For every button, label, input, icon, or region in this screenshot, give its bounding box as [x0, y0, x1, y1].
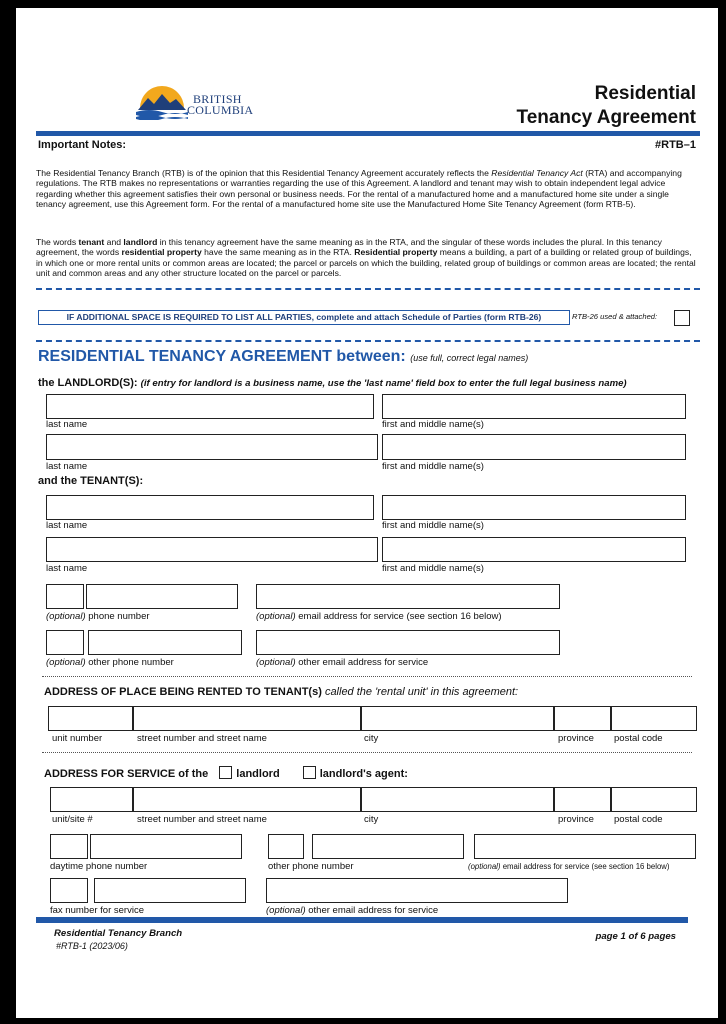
footer-branch: Residential Tenancy Branch [54, 928, 183, 939]
rental-street-input[interactable] [133, 706, 361, 731]
service-postal-code-input[interactable] [611, 787, 697, 812]
service-unit-site-label: unit/site # [52, 814, 93, 825]
service-email-label [468, 861, 670, 872]
landlord-label [38, 377, 627, 389]
service-street-input[interactable] [133, 787, 361, 812]
notes-text: in this tenancy agreement have the same meaning as in the RTA, and the singular of these words includes the plural. In this tenancy agreement, the words [36, 237, 662, 258]
landlord2-first-name-input[interactable] [382, 434, 686, 460]
service-other-phone-input[interactable] [312, 834, 464, 859]
rental-street-label: street number and street name [137, 733, 267, 744]
notes-paragraph-2 [36, 237, 700, 279]
landlord1-first-name-label: first and middle name(s) [382, 419, 484, 430]
schedule-notice: IF ADDITIONAL SPACE IS REQUIRED TO LIST ALL PARTIES, complete and attach Schedule of Parties (form RTB-26) [38, 310, 570, 325]
notes-paragraph-1 [36, 168, 700, 210]
fax-area-code-input[interactable] [50, 878, 88, 903]
tenant-label: and the TENANT(S): [38, 475, 144, 487]
notes-text: have the same meaning as in the RTA. [201, 247, 355, 258]
service-other-email-label-text: other email address for service [308, 905, 439, 916]
service-postal-code-label: postal code [614, 814, 663, 825]
landlord1-last-name-label: last name [46, 419, 88, 430]
optional-tag: (optional) [266, 905, 306, 916]
divider-dotted [42, 676, 692, 677]
rental-postal-code-label: postal code [614, 733, 663, 744]
notes-text: The Residential Tenancy Branch (RTB) is of the opinion that this Residential Tenancy Agreement accurately reflects the [36, 168, 492, 178]
page-title-line1: Residential [594, 83, 696, 104]
agreement-heading-note: (use full, correct legal names) [410, 353, 529, 363]
notes-text: and [104, 237, 124, 247]
other-phone-number-input[interactable] [88, 630, 242, 655]
notes-term: Residential property [354, 247, 438, 258]
page-title-line2: Tenancy Agreement [516, 107, 696, 128]
rental-city-input[interactable] [361, 706, 554, 731]
bc-logo [136, 84, 266, 124]
rtb26-checkbox[interactable] [674, 310, 690, 326]
rental-postal-code-input[interactable] [611, 706, 697, 731]
tenant1-last-name-label: last name [46, 520, 88, 531]
optional-tag: (optional) [46, 611, 86, 622]
rental-address-heading-note: called the 'rental unit' in this agreement: [324, 686, 519, 698]
other-email-input[interactable] [256, 630, 560, 655]
other-phone-area-code-input[interactable] [46, 630, 84, 655]
phone-area-code-input[interactable] [46, 584, 84, 609]
logo-text-line1: BRITISH [193, 92, 242, 106]
optional-tag: (optional) [468, 862, 501, 871]
phone-number-label [46, 611, 150, 622]
rental-province-label: province [558, 733, 594, 744]
divider-dashed [36, 288, 700, 290]
divider-dashed [36, 340, 700, 342]
tenant2-last-name-label: last name [46, 563, 88, 574]
service-province-label: province [558, 814, 594, 825]
tenant2-last-name-input[interactable] [46, 537, 378, 562]
other-phone-label-text: other phone number [88, 657, 174, 668]
tenant1-first-name-label: first and middle name(s) [382, 520, 484, 531]
service-other-phone-label: other phone number [268, 861, 354, 872]
service-landlord-checkbox[interactable] [219, 766, 232, 779]
logo-text-line2: COLUMBIA [187, 103, 254, 117]
service-city-label: city [364, 814, 379, 825]
email-for-service-label [256, 611, 502, 622]
daytime-phone-label: daytime phone number [50, 861, 148, 872]
other-phone-label [46, 657, 174, 668]
email-for-service-label-text: email address for service (see section 16 below) [298, 611, 502, 622]
rental-city-label: city [364, 733, 379, 744]
landlord1-last-name-input[interactable] [46, 394, 374, 419]
tenant2-first-name-input[interactable] [382, 537, 686, 562]
rental-unit-number-input[interactable] [48, 706, 133, 731]
header-rule [36, 131, 700, 136]
daytime-area-code-input[interactable] [50, 834, 88, 859]
footer-form-version: #RTB-1 (2023/06) [56, 941, 128, 951]
form-page [16, 8, 718, 1018]
schedule-checkbox-label: RTB-26 used & attached: [572, 312, 658, 321]
optional-tag: (optional) [256, 611, 296, 622]
notes-act-name: Residential Tenancy Act [491, 168, 583, 178]
landlord1-first-name-input[interactable] [382, 394, 686, 419]
daytime-phone-input[interactable] [90, 834, 242, 859]
service-agent-option-label: landlord's agent: [319, 768, 408, 780]
form-code: #RTB–1 [655, 139, 696, 151]
service-address-heading-text: ADDRESS FOR SERVICE of the [44, 768, 209, 780]
phone-number-label-text: phone number [88, 611, 150, 622]
tenant1-last-name-input[interactable] [46, 495, 374, 520]
rental-address-heading [44, 686, 518, 698]
other-email-label-text: other email address for service [298, 657, 429, 668]
service-agent-checkbox[interactable] [303, 766, 316, 779]
notes-text: (RTA) and accompanying regulations. The RTB makes no representations or warranties regarding the use of this Agreement. A landlord and tenant may wish to obtain independent legal advice regarding whether this agreement satisfies their own personal or business needs. For the rental of a manufactured home and a manufactured home site under a single tenancy agreement, use this Agreement form. For the rental of a manufactured home site use the Manufactured Home Site Tenancy Agreement (form RTB-5). [36, 168, 682, 210]
landlord2-last-name-input[interactable] [46, 434, 378, 460]
divider-dotted [42, 752, 692, 753]
landlord2-first-name-label: first and middle name(s) [382, 461, 484, 472]
service-other-email-input[interactable] [266, 878, 568, 903]
service-street-label: street number and street name [137, 814, 267, 825]
tenant2-first-name-label: first and middle name(s) [382, 563, 484, 574]
service-other-email-label [266, 905, 438, 916]
service-landlord-option-label: landlord [236, 768, 280, 780]
agreement-heading [38, 348, 528, 366]
service-email-input[interactable] [474, 834, 696, 859]
phone-number-input[interactable] [86, 584, 238, 609]
bc-logo-icon [136, 84, 188, 120]
rental-unit-number-label: unit number [52, 733, 103, 744]
email-for-service-input[interactable] [256, 584, 560, 609]
landlord-label-note: (if entry for landlord is a business name, use the 'last name' field box to enter the full legal business name) [140, 378, 627, 389]
fax-number-label: fax number for service [50, 905, 144, 916]
notes-term: tenant [78, 237, 105, 247]
optional-tag: (optional) [256, 657, 296, 668]
footer-page-number: page 1 of 6 pages [595, 931, 676, 942]
notes-text: means a building, a part of a building or related group of buildings, in which one or more rental units or common areas are located; the parcel or parcels on which the building, related group of buildings or common areas are located; the rental unit and common areas and any other structure located on the parcel or parcels. [36, 247, 696, 279]
important-notes-heading: Important Notes: [38, 139, 126, 151]
landlord2-last-name-label: last name [46, 461, 88, 472]
service-email-label-text: email address for service (see section 16 below) [502, 862, 670, 871]
service-other-area-code-input[interactable] [268, 834, 304, 859]
rental-province-input[interactable] [554, 706, 611, 731]
tenant1-first-name-input[interactable] [382, 495, 686, 520]
service-province-input[interactable] [554, 787, 611, 812]
optional-tag: (optional) [46, 657, 86, 668]
notes-term: residential property [121, 247, 202, 258]
footer-rule [36, 917, 688, 923]
other-email-label [256, 657, 428, 668]
service-address-heading [44, 766, 408, 780]
agreement-heading-text: RESIDENTIAL TENANCY AGREEMENT between: [38, 348, 406, 365]
service-unit-site-input[interactable] [50, 787, 133, 812]
fax-number-input[interactable] [94, 878, 246, 903]
service-city-input[interactable] [361, 787, 554, 812]
rental-address-heading-text: ADDRESS OF PLACE BEING RENTED TO TENANT(s) [44, 686, 322, 698]
landlord-label-text: the LANDLORD(S): [38, 377, 138, 389]
notes-text: The words [36, 237, 79, 247]
notes-term: landlord [123, 237, 158, 247]
